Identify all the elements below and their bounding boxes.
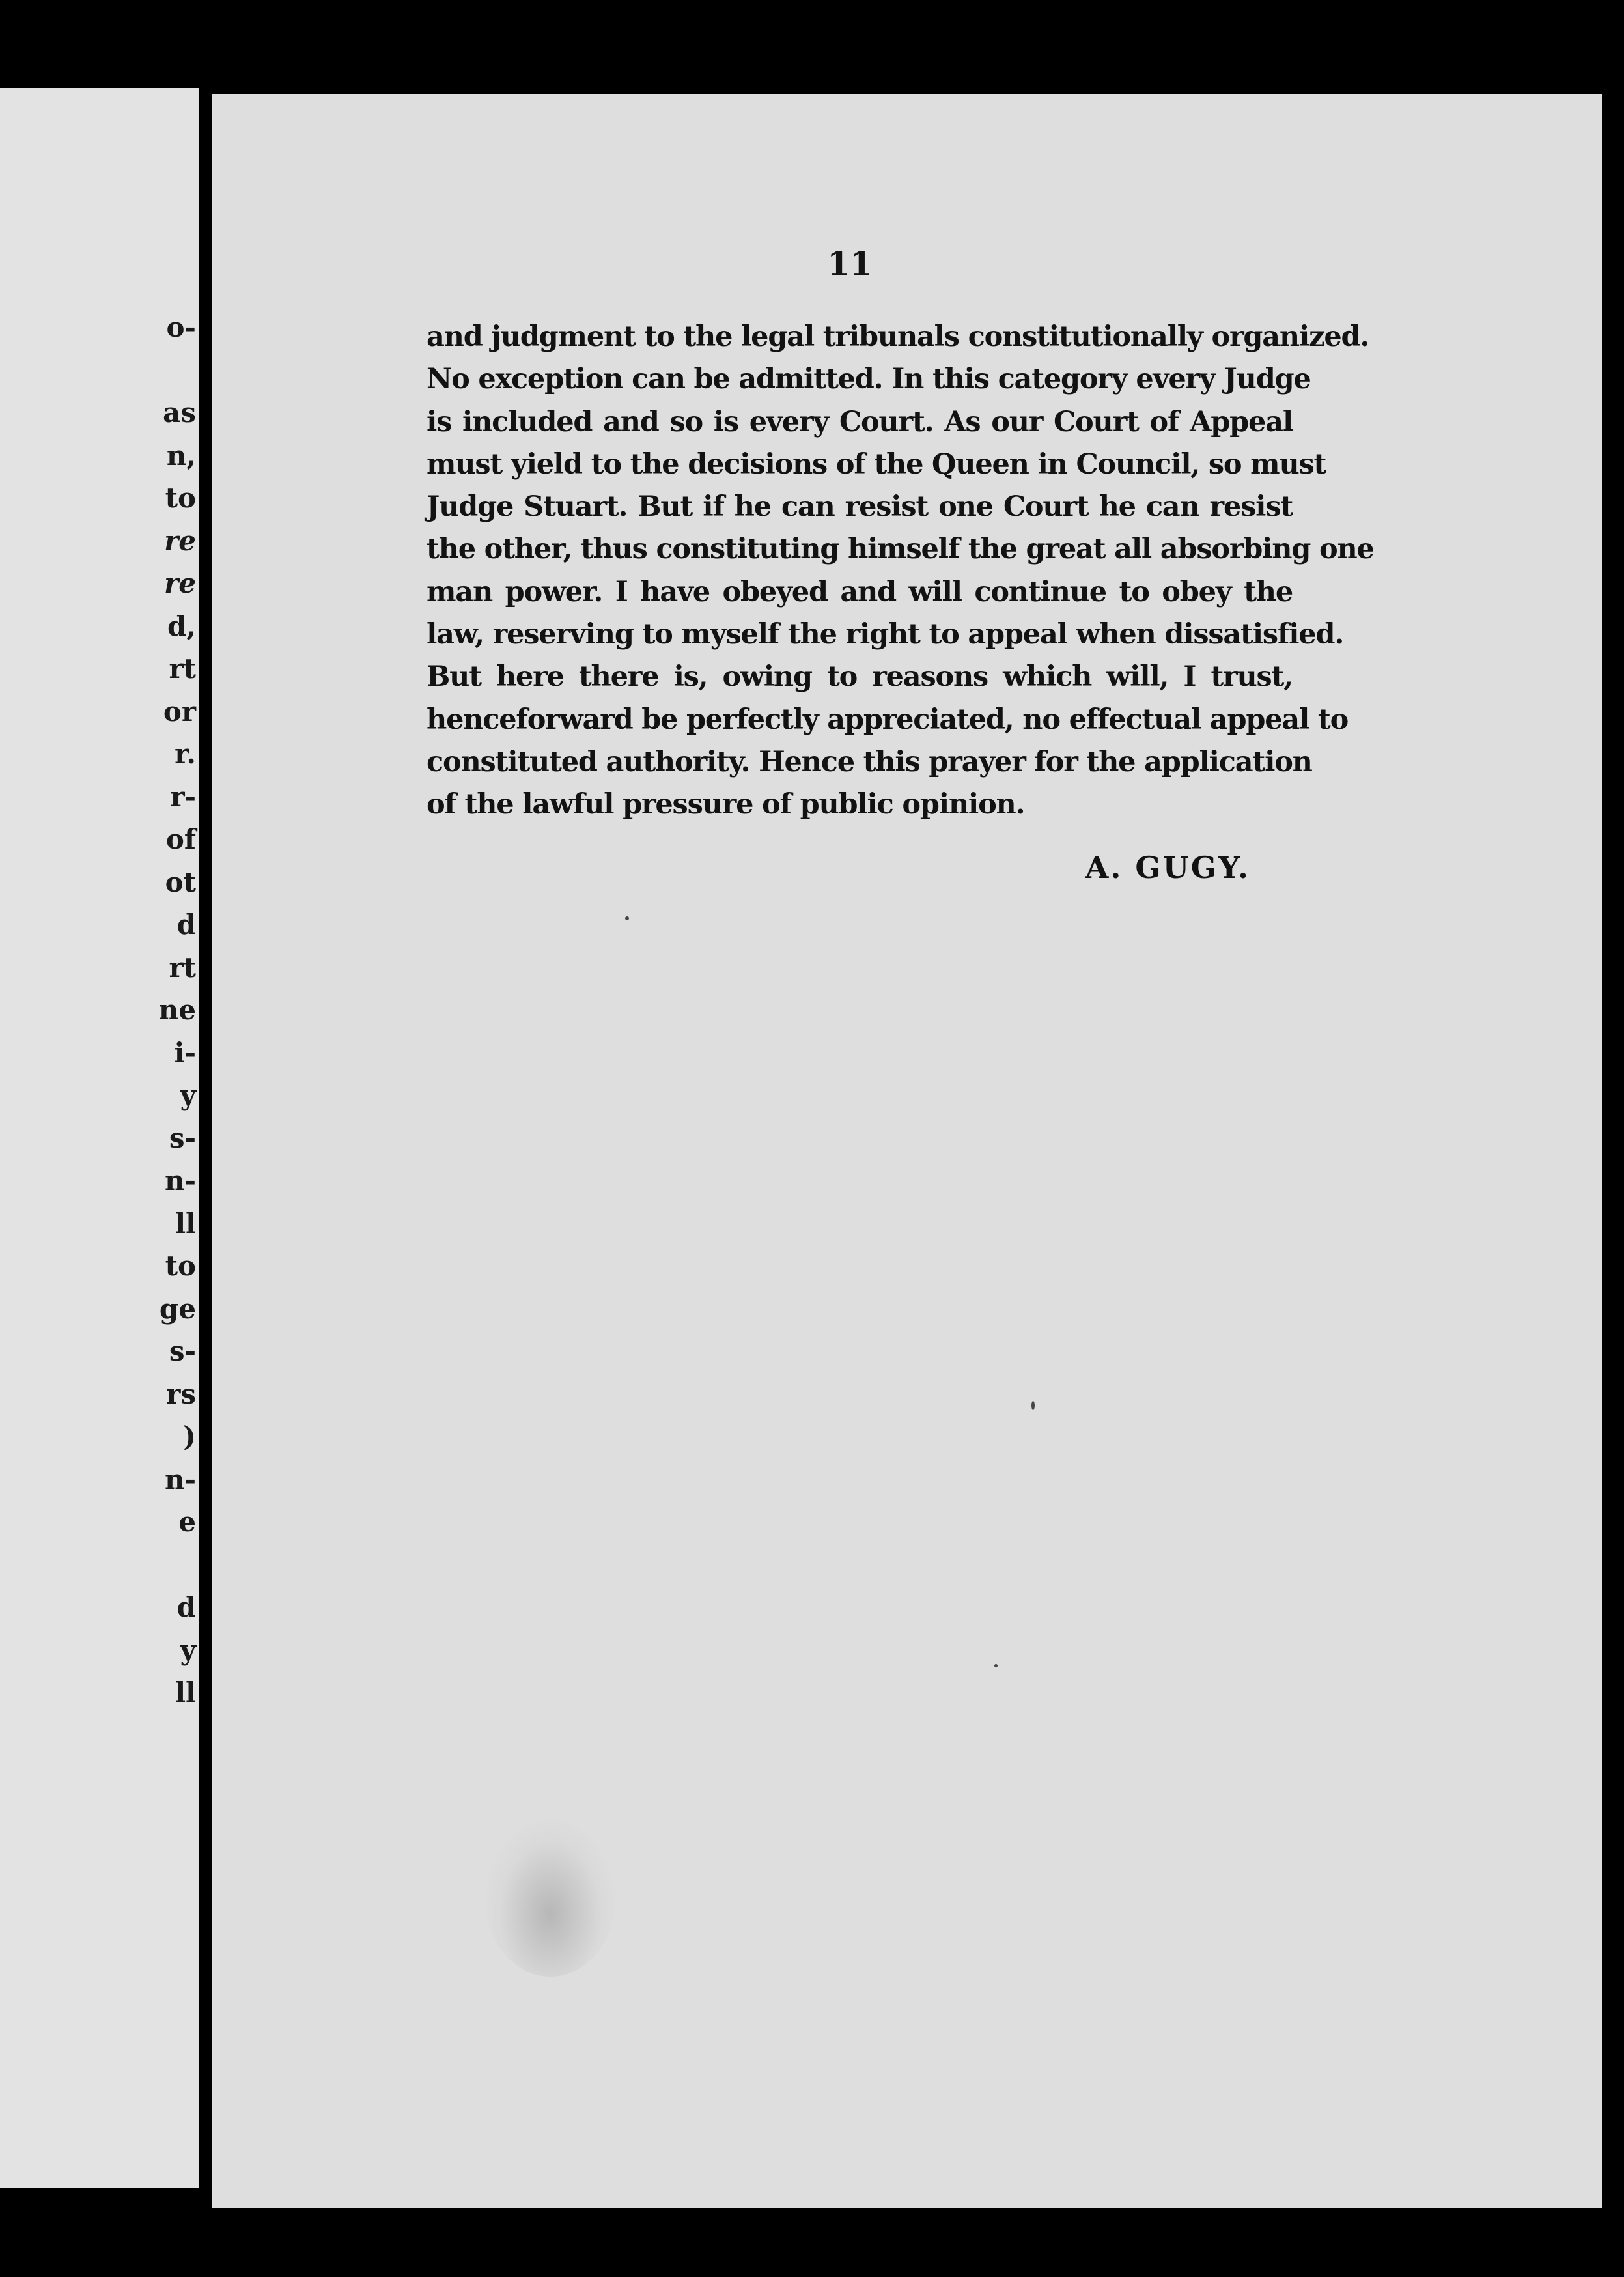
left-page-fragment: y	[180, 1079, 196, 1111]
text-line: the other, thus constituting himself the great all absorbing one	[427, 533, 1374, 566]
text-line: Judge Stuart. But if he can resist one Court he can resist	[427, 490, 1293, 524]
left-page-fragment: rt	[169, 653, 196, 685]
left-page-fragment: d	[176, 909, 196, 940]
text-line: must yield to the decisions of the Queen in Council, so must	[427, 447, 1326, 481]
left-page-fragment: of	[165, 823, 196, 855]
left-page-fragment: e	[178, 1506, 196, 1538]
left-page-fragment: s-	[169, 1335, 196, 1367]
body-paragraph	[427, 316, 1374, 827]
left-page-fragment: n-	[165, 1463, 196, 1495]
left-facing-page	[0, 88, 199, 2188]
ink-speck	[1031, 1401, 1035, 1410]
left-page-fragment: r.	[175, 738, 196, 770]
main-page	[212, 94, 1602, 2208]
left-page-fragment: n-	[165, 1165, 196, 1196]
left-page-fragment: i-	[174, 1036, 196, 1069]
text-line: constituted authority. Hence this prayer for the application	[427, 745, 1312, 778]
left-page-fragment: n,	[166, 439, 196, 472]
left-page-fragment: ot	[165, 866, 196, 898]
left-page-fragment: o-	[166, 311, 196, 343]
paper-stain	[485, 1820, 615, 1977]
left-page-fragment: rs	[166, 1378, 196, 1410]
text-line: henceforward be perfectly appreciated, no effectual appeal to	[427, 703, 1349, 736]
left-page-fragment: y	[180, 1634, 196, 1666]
left-page-fragment: re	[164, 524, 196, 557]
text-line: of the lawful pressure of public opinion.	[427, 788, 1025, 821]
left-page-fragment: or	[163, 695, 196, 728]
text-line: man power. I have obeyed and will continue to obey the	[427, 575, 1293, 608]
ink-speck	[994, 1664, 998, 1667]
left-page-fragment: ll	[175, 1207, 196, 1239]
text-line: and judgment to the legal tribunals constitutionally organized.	[427, 320, 1369, 353]
left-page-fragment: ll	[175, 1676, 196, 1708]
left-page-fragment: ge	[159, 1292, 196, 1325]
left-page-fragment: to	[165, 482, 196, 514]
text-line: But here there is, owing to reasons which will, I trust,	[427, 660, 1293, 694]
left-page-fragment: r-	[170, 780, 196, 813]
left-page-fragment: )	[183, 1421, 196, 1452]
left-page-fragment: as	[163, 397, 196, 429]
text-line: is included and so is every Court. As our Court of Appeal	[427, 405, 1293, 438]
signature: A. GUGY.	[1085, 850, 1250, 885]
page-number: 11	[827, 244, 873, 283]
left-page-fragment: ne	[158, 994, 196, 1026]
left-page-fragment: re	[164, 567, 196, 599]
text-line: law, reserving to myself the right to appeal when dissatisfied.	[427, 618, 1344, 651]
left-page-fragment: d,	[167, 610, 196, 642]
left-page-fragment: to	[165, 1250, 196, 1282]
left-page-line-fragments	[159, 306, 196, 1714]
ink-speck	[625, 916, 629, 920]
left-page-fragment: s-	[169, 1122, 196, 1154]
text-line: No exception can be admitted. In this category every Judge	[427, 363, 1311, 396]
left-page-fragment: d	[176, 1591, 196, 1623]
left-page-fragment: rt	[169, 951, 196, 983]
